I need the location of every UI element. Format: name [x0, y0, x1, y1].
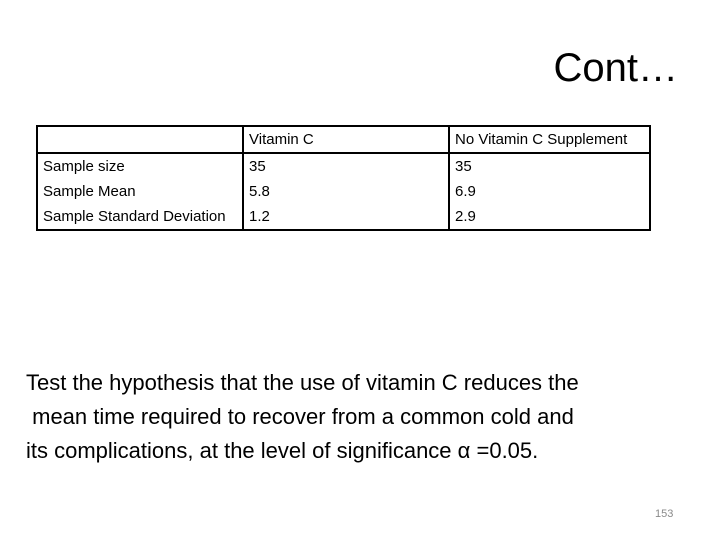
comparison-table [36, 125, 651, 231]
table-cell: 5.8 [243, 179, 449, 204]
question-line: Test the hypothesis that the use of vitamin C reduces the [26, 370, 579, 395]
table-cell: 2.9 [449, 204, 650, 230]
row-label-sample-size: Sample size [37, 153, 243, 179]
question-line: mean time required to recover from a common cold and [26, 404, 574, 429]
table-header-row [37, 126, 650, 153]
page-number: 153 [655, 508, 674, 520]
question-line: its complications, at the level of significance α =0.05. [26, 438, 539, 463]
hypothesis-question [26, 366, 696, 468]
table-row [37, 153, 650, 179]
table-header-cell-vitamin-c: Vitamin C [243, 126, 449, 153]
row-label-sample-standard-deviation: Sample Standard Deviation [37, 204, 243, 230]
table-cell: 1.2 [243, 204, 449, 230]
slide-title: Cont… [553, 46, 678, 90]
table-header-cell-empty [37, 126, 243, 153]
table-cell: 6.9 [449, 179, 650, 204]
table-row [37, 179, 650, 204]
row-label-sample-mean: Sample Mean [37, 179, 243, 204]
table-cell: 35 [449, 153, 650, 179]
table-header-cell-no-vitamin-c: No Vitamin C Supplement [449, 126, 650, 153]
table-row [37, 204, 650, 230]
table-cell: 35 [243, 153, 449, 179]
